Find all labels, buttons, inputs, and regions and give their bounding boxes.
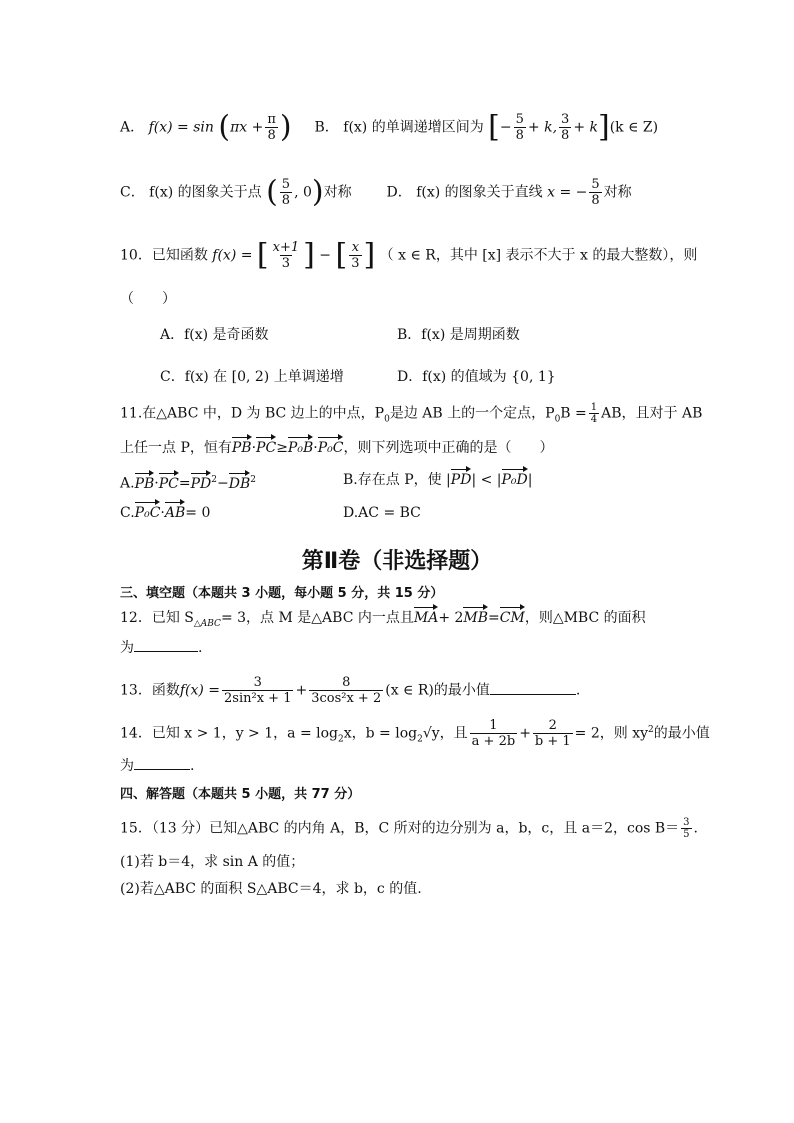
part-two-title: 第Ⅱ卷（非选择题）: [301, 549, 493, 574]
q9-b-fraction-1: $\frac{5}{8}$: [515, 112, 524, 143]
q9-b-fraction-2: $\frac{3}{8}$: [561, 112, 570, 143]
section-4-heading: 四、解答题（本题共 5 小题，共 77 分）: [120, 787, 361, 802]
q11-line-2: 上任一点 P，恒有PB·PC≥P₀B·P₀C，则下列选项中正确的是（ ）: [120, 440, 554, 456]
q11-line-1: 11.在△ABC 中，D 为 BC 边上的中点，$P_0$是边 AB 上的一个定点，$P_0B$ = $\frac{1}{4}$ AB，且对于 AB: [120, 402, 703, 425]
q9-c-label: C．: [120, 184, 145, 201]
q14-fraction-2: $\frac{2}{b + 1}$: [534, 718, 571, 749]
q9-d-suffix: 对称: [603, 184, 632, 201]
q10-f: f(x) =: [212, 247, 253, 264]
answer-blank[interactable]: [490, 680, 576, 695]
q10-option-d: D．f(x) 的值域为 {0, 1}: [397, 369, 556, 385]
q9-c-zero: , 0: [294, 184, 312, 201]
q9-b-mid: + k,: [527, 119, 558, 136]
q9-d-label: D．: [386, 184, 412, 201]
q15-fraction: $\frac{3}{5}$: [683, 817, 690, 840]
right-paren: ): [311, 174, 324, 210]
q9-c-text: f(x) 的图象关于点: [149, 184, 262, 201]
q11-option-a: $A.PB\cdot PC=PD^2-DB^2$: [120, 475, 256, 492]
q13-fraction-2: $\frac{8}{\text{3cos²x + 2}}$: [311, 675, 382, 706]
right-bracket: ]: [597, 109, 610, 145]
q9-a-inner: πx +: [230, 119, 264, 136]
q9-a-fraction: $\frac{\pi}{8}$: [267, 112, 276, 143]
q10-cond: （ x ∈ R，其中 [x] 表示不大于 x 的最大整数），则: [379, 247, 698, 264]
q9-c-fraction: $\frac{5}{8}$: [281, 177, 291, 208]
q11-option-b: B.存在点 P，使 |PD| < |P₀D|: [343, 472, 533, 488]
q10-fraction-2: $\frac{x}{3}$: [351, 240, 360, 271]
answer-blank[interactable]: [134, 637, 198, 652]
q13-fraction-1: $\frac{3}{\text{2sin²x + 1}}$: [224, 675, 292, 706]
left-paren: (: [218, 109, 231, 145]
q11-fraction: $\frac{1}{4}$: [590, 402, 598, 425]
q10-option-a: A．f(x) 是奇函数: [160, 327, 269, 343]
q9-d-text: f(x) 的图象关于直线: [416, 184, 543, 201]
q9-b-text: f(x) 的单调递增区间为: [343, 119, 484, 136]
q10-prefix: 10．已知函数: [120, 247, 208, 264]
q14-line-1: 14．已知 x > 1，y > 1，$a = \log_2x$，$b = \log_2√y$，且 $\frac{1}{a + 2b}$ + $\frac{2}{b + 1}$ = 2，则 $xy^2$的最小值: [120, 718, 710, 749]
q9-c-suffix: 对称: [323, 184, 352, 201]
q9-b-end: + k: [573, 119, 598, 136]
q12-line-2: 为 .: [120, 637, 202, 658]
q9-option-ab: A． f(x) = sin (πx + $\frac{\pi}{8}$ ) B． f(x) 的单调递增区间为 [− $\frac{5}{8}$ + k, $\frac{3}{8}$ + k](k ∈ Z): [120, 109, 659, 145]
section-3-heading: 三、填空题（本题共 3 小题，每小题 5 分，共 15 分）: [120, 586, 444, 601]
right-paren: ): [279, 109, 292, 145]
q9-b-cond: (k ∈ Z): [609, 119, 659, 136]
q9-d-fraction: $\frac{5}{8}$: [591, 177, 600, 208]
left-bracket: [: [488, 109, 500, 145]
q9-d-eq: x = −: [547, 184, 588, 201]
q9-b-label: B．: [314, 119, 339, 136]
q9-a-label: A．: [120, 119, 145, 136]
q14-line-2: 为 .: [120, 755, 194, 776]
answer-blank[interactable]: [134, 755, 190, 770]
q15-stem: 15．（13 分）已知△ABC 的内角 A，B，C 所对的边分别为 a，b，c，且 a＝2，cos B＝ $\frac{3}{5}$ .: [120, 817, 698, 840]
q10-paren: （ ）: [120, 291, 176, 307]
left-paren: (: [266, 174, 278, 210]
q10-stem: 10．已知函数 f(x) = [ $\frac{x+1}{3}$ ] − [ $\frac{x}{3}$ ] （ x ∈ R，其中 [x] 表示不大于 x 的最大整数），则: [120, 237, 698, 273]
q15-part-1: (1)若 b＝4，求 sin A 的值；: [120, 854, 305, 870]
q10-fraction-1: $\frac{x+1}{3}$: [272, 240, 300, 271]
q13-line: 13．函数f(x) = $\frac{3}{\text{2sin²x + 1}}$ + $\frac{8}{\text{3cos²x + 2}}$ (x ∈ R)的最小值 .: [120, 675, 581, 706]
q12-line-1: 12．已知 $S_{\triangle ABC}= 3$，点 M 是△ABC 内一点且MA+ 2MB=CM，则△MBC 的面积: [120, 610, 646, 629]
q10-option-b: B．f(x) 是周期函数: [397, 327, 520, 343]
q9-option-cd: [120, 174, 632, 210]
q11-option-c: C.P₀C·AB= 0: [120, 505, 211, 521]
q10-option-c: C．f(x) 在 [0, 2) 上单调递增: [160, 369, 344, 385]
q11-option-d: D.AC = BC: [343, 505, 421, 521]
q9-a-lhs: f(x) = sin: [148, 119, 214, 136]
q15-part-2: (2)若△ABC 的面积 S△ABC＝4，求 b，c 的值.: [120, 881, 422, 897]
q14-fraction-1: $\frac{1}{a + 2b}$: [471, 718, 516, 749]
